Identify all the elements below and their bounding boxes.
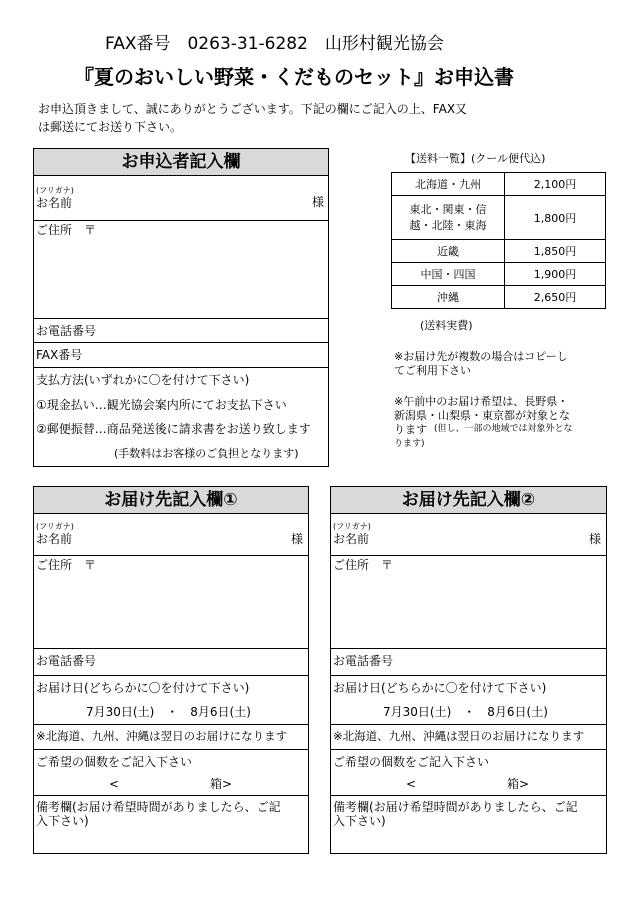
note-morning-4: ります) bbox=[394, 439, 425, 449]
quantity-field[interactable] bbox=[34, 750, 308, 795]
form-title: 『夏のおいしい野菜・くだものセット』お申込書 bbox=[74, 65, 514, 89]
remarks-label-2: 入下さい) bbox=[36, 814, 89, 828]
table-row bbox=[392, 240, 606, 263]
name-label: お名前 bbox=[333, 532, 370, 546]
qty-label: ご希望の個数をご記入下さい bbox=[36, 755, 193, 769]
table-row bbox=[392, 173, 606, 196]
date-note-text: ※北海道、九州、沖縄は翌日のお届けになります bbox=[333, 729, 585, 743]
fax-header: FAX番号 0263-31-6282 山形村観光協会 bbox=[105, 34, 444, 54]
region-cell: 東北・関東・信越・北陸・東海 bbox=[392, 196, 505, 240]
payment-label: 支払方法(いずれかに〇を付けて下さい) bbox=[36, 373, 250, 387]
payment-option-cash: ①現金払い…観光協会案内所にてお支払下さい bbox=[36, 398, 287, 412]
price-cell: 2,650円 bbox=[505, 286, 606, 309]
name-label: お名前 bbox=[36, 196, 73, 210]
intro-line-1: お申込頂きまして、誠にありがとうございます。下記の欄にご記入の上、FAX又 bbox=[38, 102, 468, 116]
delivery-address-field[interactable] bbox=[331, 556, 606, 648]
remarks-label-2: 入下さい) bbox=[333, 814, 386, 828]
furigana-label: (フリガナ) bbox=[36, 186, 74, 195]
table-row bbox=[392, 286, 606, 309]
actual-cost-note: (送料実費) bbox=[420, 319, 473, 332]
date-label: お届け日(どちらかに〇を付けて下さい) bbox=[36, 681, 250, 695]
qty-open: < bbox=[109, 777, 120, 791]
address-label: ご住所 〒 bbox=[36, 558, 97, 572]
price-cell: 1,900円 bbox=[505, 263, 606, 286]
delivery-heading-2: お届け先記入欄② bbox=[330, 486, 607, 514]
phone-label: お電話番号 bbox=[333, 654, 394, 668]
delivery-date-field[interactable] bbox=[331, 676, 606, 724]
sama-label: 様 bbox=[312, 195, 325, 209]
quantity-field[interactable] bbox=[331, 750, 606, 795]
remarks-field[interactable] bbox=[34, 796, 308, 853]
region-cell: 北海道・九州 bbox=[392, 173, 505, 196]
name-label: お名前 bbox=[36, 532, 73, 546]
qty-open: < bbox=[406, 777, 417, 791]
note-morning-3: ります bbox=[394, 423, 427, 436]
region-cell: 中国・四国 bbox=[392, 263, 505, 286]
applicant-fax-field[interactable] bbox=[34, 343, 328, 367]
delivery-phone-field[interactable] bbox=[331, 649, 606, 675]
note-morning-2: 新潟県・山梨県・東京都が対象とな bbox=[394, 409, 570, 422]
note-morning-small: (但し、一部の地域では対象外とな bbox=[434, 424, 573, 434]
delivery-date-field[interactable] bbox=[34, 676, 308, 724]
date-options: 7月30日(土) ・ 8月6日(土) bbox=[383, 705, 548, 719]
intro-line-2: は郵送にてお送り下さい。 bbox=[38, 120, 183, 134]
payment-fee-note: (手数料はお客様のご負担となります) bbox=[114, 447, 299, 460]
note-multiple-2: てご利用下さい bbox=[394, 364, 471, 377]
phone-label: お電話番号 bbox=[36, 324, 97, 338]
applicant-heading: お申込者記入欄 bbox=[33, 148, 329, 176]
furigana-label: (フリガナ) bbox=[36, 522, 74, 531]
delivery-date-note bbox=[34, 725, 308, 749]
price-cell: 2,100円 bbox=[505, 173, 606, 196]
delivery-address-field[interactable] bbox=[34, 556, 308, 648]
delivery-name-field[interactable] bbox=[331, 514, 606, 555]
phone-label: お電話番号 bbox=[36, 654, 97, 668]
shipping-title: 【送料一覧】(クール便代込) bbox=[405, 152, 546, 165]
delivery-phone-field[interactable] bbox=[34, 649, 308, 675]
sama-label: 様 bbox=[291, 532, 304, 546]
address-label: ご住所 〒 bbox=[36, 223, 97, 237]
qty-unit: 箱> bbox=[507, 777, 530, 791]
price-cell: 1,850円 bbox=[505, 240, 606, 263]
applicant-name-field[interactable] bbox=[34, 176, 328, 220]
region-cell: 沖縄 bbox=[392, 286, 505, 309]
qty-unit: 箱> bbox=[210, 777, 233, 791]
date-options: 7月30日(土) ・ 8月6日(土) bbox=[86, 705, 251, 719]
address-label: ご住所 〒 bbox=[333, 558, 394, 572]
applicant-address-field[interactable] bbox=[34, 221, 328, 318]
delivery-heading-1: お届け先記入欄① bbox=[33, 486, 309, 514]
note-multiple-1: ※お届け先が複数の場合はコピーし bbox=[394, 350, 568, 363]
payment-option-transfer: ②郵便振替…商品発送後に請求書をお送り致します bbox=[36, 422, 311, 436]
furigana-label: (フリガナ) bbox=[333, 522, 371, 531]
payment-method-field[interactable] bbox=[34, 368, 328, 466]
shipping-table bbox=[391, 172, 606, 309]
region-cell: 近畿 bbox=[392, 240, 505, 263]
table-row bbox=[392, 196, 606, 240]
remarks-field[interactable] bbox=[331, 796, 606, 853]
date-label: お届け日(どちらかに〇を付けて下さい) bbox=[333, 681, 547, 695]
delivery-date-note bbox=[331, 725, 606, 749]
remarks-label-1: 備考欄(お届け希望時間がありましたら、ご記 bbox=[333, 800, 578, 814]
date-note-text: ※北海道、九州、沖縄は翌日のお届けになります bbox=[36, 729, 288, 743]
applicant-phone-field[interactable] bbox=[34, 319, 328, 342]
price-cell: 1,800円 bbox=[505, 196, 606, 240]
table-row bbox=[392, 263, 606, 286]
note-morning-1: ※午前中のお届け希望は、長野県・ bbox=[394, 395, 569, 408]
qty-label: ご希望の個数をご記入下さい bbox=[333, 755, 490, 769]
fax-label: FAX番号 bbox=[36, 348, 83, 362]
sama-label: 様 bbox=[589, 532, 602, 546]
delivery-name-field[interactable] bbox=[34, 514, 308, 555]
remarks-label-1: 備考欄(お届け希望時間がありましたら、ご記 bbox=[36, 800, 281, 814]
